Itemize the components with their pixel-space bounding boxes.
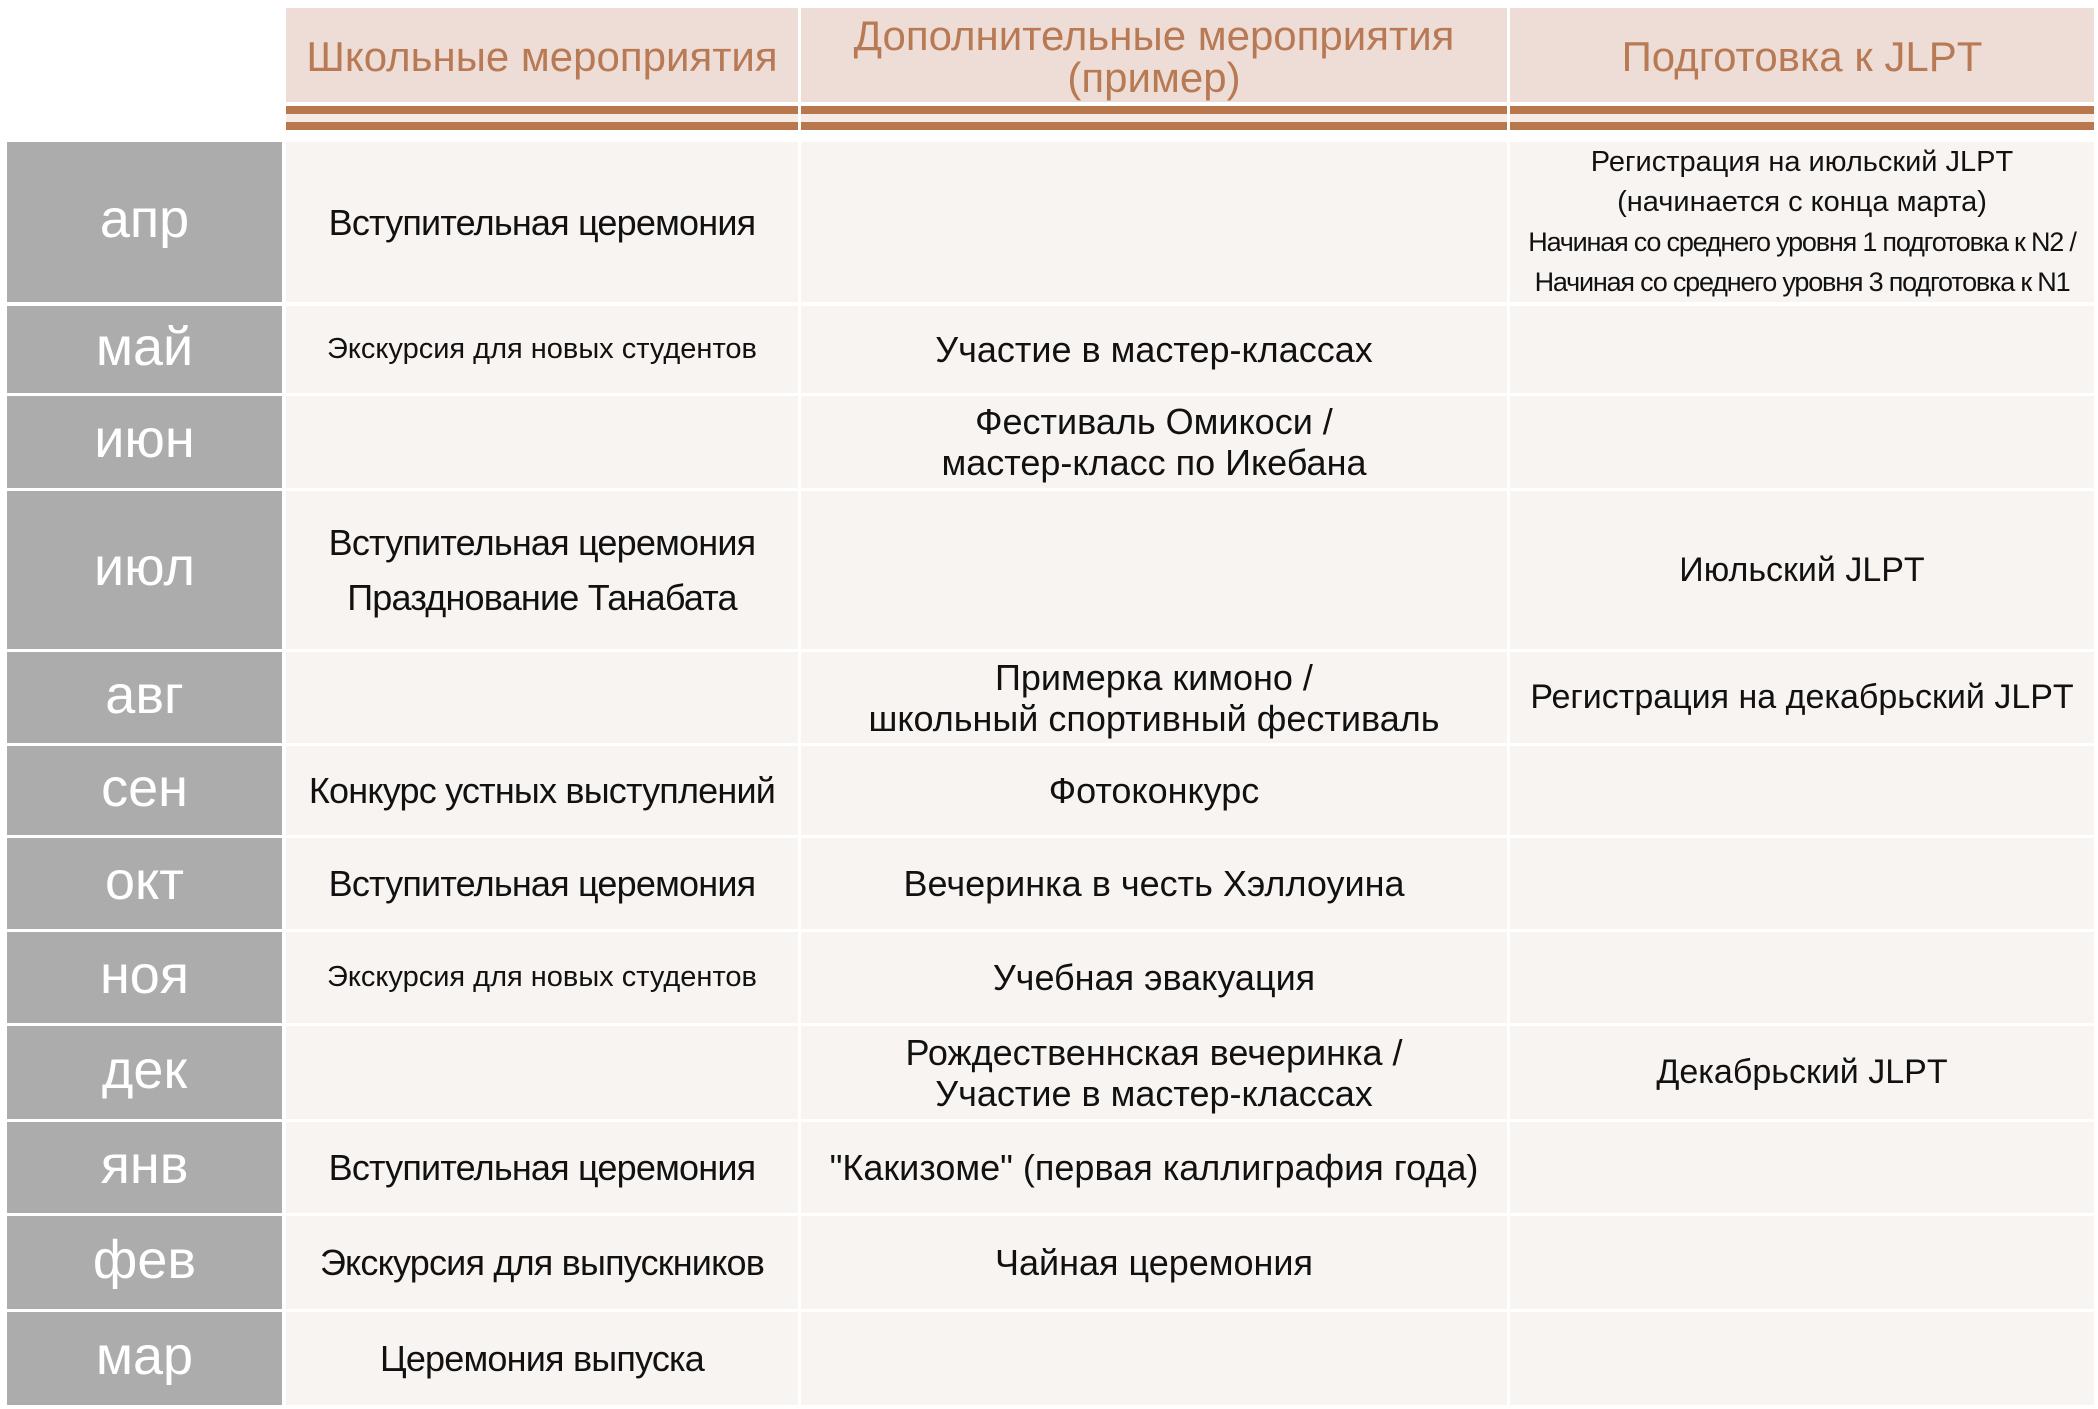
extra-events-cell bbox=[801, 746, 1507, 835]
header-bar bbox=[286, 106, 798, 114]
table-row bbox=[0, 142, 2098, 302]
header-divider bbox=[1510, 114, 2094, 122]
header-bar bbox=[801, 106, 1507, 114]
table-row bbox=[0, 838, 2098, 929]
extra-events-cell bbox=[801, 1216, 1507, 1309]
school-events-cell bbox=[286, 652, 798, 743]
header-bar bbox=[1510, 122, 2094, 130]
table-row bbox=[0, 652, 2098, 743]
header-bar bbox=[286, 122, 798, 130]
header-bar bbox=[801, 122, 1507, 130]
school-event: Конкурс устных выступлений bbox=[308, 770, 776, 811]
month-label: ноя bbox=[7, 932, 282, 1023]
extra-events-cell bbox=[801, 1312, 1507, 1405]
jlpt-cell bbox=[1510, 142, 2094, 302]
jlpt-item: Регистрация на декабрьский JLPT bbox=[1530, 678, 2074, 716]
school-events-cell bbox=[286, 1122, 798, 1213]
jlpt-item: Декабрьский JLPT bbox=[1656, 1053, 1948, 1091]
extra-event: Учебная эвакуация bbox=[992, 957, 1316, 998]
jlpt-cell bbox=[1510, 306, 2094, 393]
school-events-cell bbox=[286, 306, 798, 393]
school-events-cell bbox=[286, 491, 798, 649]
header-divider bbox=[286, 114, 798, 122]
header-school-events: Школьные мероприятия bbox=[286, 8, 798, 102]
school-event: Экскурсия для новых студентов bbox=[327, 333, 757, 365]
jlpt-cell bbox=[1510, 932, 2094, 1023]
month-label: фев bbox=[7, 1216, 282, 1309]
table-row bbox=[0, 932, 2098, 1023]
extra-event: Фестиваль Омикоси / мастер-класс по Икебана bbox=[941, 401, 1367, 483]
extra-event: Вечеринка в честь Хэллоуина bbox=[903, 863, 1405, 904]
school-events-cell bbox=[286, 1312, 798, 1405]
jlpt-cell bbox=[1510, 1026, 2094, 1119]
school-event: Экскурсия для выпускников bbox=[319, 1242, 765, 1283]
extra-events-cell bbox=[801, 932, 1507, 1023]
school-event: Вступительная церемония bbox=[328, 522, 756, 563]
jlpt-item: Регистрация на июльский JLPT bbox=[1590, 146, 2014, 178]
month-label: июн bbox=[7, 396, 282, 488]
extra-events-cell bbox=[801, 652, 1507, 743]
school-events-cell bbox=[286, 746, 798, 835]
table-row bbox=[0, 306, 2098, 393]
school-event: Вступительная церемония bbox=[328, 1147, 756, 1188]
header-divider bbox=[801, 114, 1507, 122]
month-label: июл bbox=[7, 491, 282, 649]
table-row bbox=[0, 746, 2098, 835]
header-jlpt-prep: Подготовка к JLPT bbox=[1510, 8, 2094, 102]
extra-events-cell bbox=[801, 142, 1507, 302]
school-event: Экскурсия для новых студентов bbox=[327, 961, 757, 993]
extra-event: Рождественнская вечеринка / Участие в мастер-классах bbox=[905, 1031, 1403, 1114]
extra-event: Примерка кимоно / школьный спортивный фестиваль bbox=[868, 656, 1440, 739]
extra-events-cell bbox=[801, 491, 1507, 649]
extra-events-cell bbox=[801, 1122, 1507, 1213]
header-extra-events: Дополнительные мероприятия (пример) bbox=[801, 8, 1507, 102]
school-events-cell bbox=[286, 1026, 798, 1119]
extra-events-cell bbox=[801, 396, 1507, 488]
month-label: авг bbox=[7, 652, 282, 743]
jlpt-cell bbox=[1510, 1122, 2094, 1213]
table-row bbox=[0, 396, 2098, 488]
jlpt-cell bbox=[1510, 652, 2094, 743]
month-label: окт bbox=[7, 838, 282, 929]
jlpt-cell bbox=[1510, 1216, 2094, 1309]
jlpt-cell bbox=[1510, 491, 2094, 649]
table-row bbox=[0, 491, 2098, 649]
month-label: мар bbox=[7, 1312, 282, 1405]
school-event: Вступительная церемония bbox=[328, 863, 756, 904]
school-events-cell bbox=[286, 1216, 798, 1309]
extra-event: Участие в мастер-классах bbox=[935, 329, 1373, 370]
school-events-cell bbox=[286, 838, 798, 929]
school-event: Празднование Танабата bbox=[347, 577, 737, 618]
month-label: янв bbox=[7, 1122, 282, 1213]
header-bar bbox=[1510, 106, 2094, 114]
school-event: Вступительная церемония bbox=[328, 201, 756, 243]
jlpt-item: Начиная со среднего уровня 3 подготовка к N1 bbox=[1534, 267, 2070, 297]
table-row bbox=[0, 1026, 2098, 1119]
jlpt-item: Начиная со среднего уровня 1 подготовка к N2 / bbox=[1528, 227, 2076, 257]
table-row bbox=[0, 1312, 2098, 1405]
table-row bbox=[0, 1216, 2098, 1309]
extra-event: Фотоконкурс bbox=[1048, 770, 1260, 811]
jlpt-cell bbox=[1510, 838, 2094, 929]
extra-events-cell bbox=[801, 1026, 1507, 1119]
extra-event: "Какизоме" (первая каллиграфия года) bbox=[829, 1147, 1479, 1188]
jlpt-cell bbox=[1510, 1312, 2094, 1405]
extra-event: Чайная церемония bbox=[994, 1242, 1314, 1283]
school-events-cell bbox=[286, 142, 798, 302]
jlpt-item: Июльский JLPT bbox=[1679, 550, 1925, 589]
table-row bbox=[0, 1122, 2098, 1213]
extra-events-cell bbox=[801, 306, 1507, 393]
jlpt-item: (начинается с конца марта) bbox=[1617, 186, 1987, 218]
jlpt-cell bbox=[1510, 746, 2094, 835]
school-event: Церемония выпуска bbox=[379, 1338, 704, 1379]
month-label: апр bbox=[7, 142, 282, 302]
school-events-cell bbox=[286, 396, 798, 488]
month-label: дек bbox=[7, 1026, 282, 1119]
jlpt-cell bbox=[1510, 396, 2094, 488]
month-label: май bbox=[7, 306, 282, 393]
extra-events-cell bbox=[801, 838, 1507, 929]
school-events-cell bbox=[286, 932, 798, 1023]
month-label: сен bbox=[7, 746, 282, 835]
